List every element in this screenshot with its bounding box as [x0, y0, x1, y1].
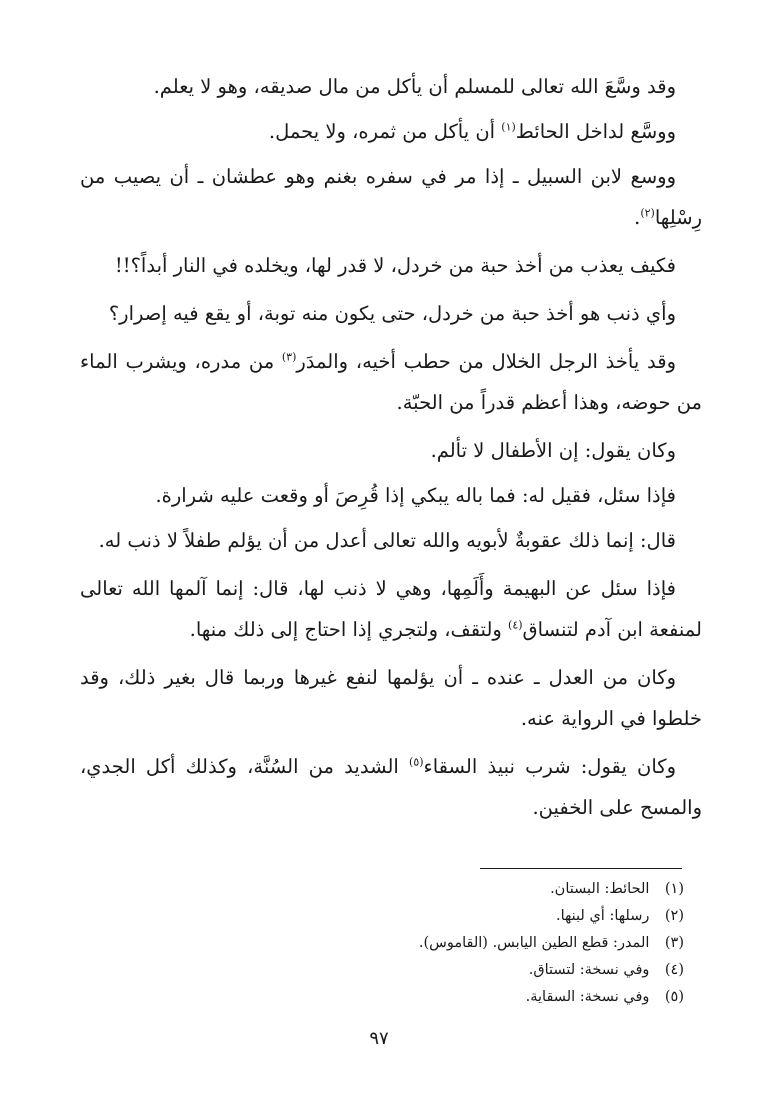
footnote-ref-2: (٢)	[640, 206, 655, 220]
paragraph-4: فكيف يعذب من أخذ حبة من خردل، لا قدر لها، ويخلده في النار أبداً؟!!	[114, 254, 676, 277]
footnote-ref-5: (٥)	[409, 755, 424, 769]
paragraph-1: وقد وسَّعَ الله تعالى للمسلم أن يأكل من مال صديقه، وهو لا يعلم.	[153, 75, 676, 98]
footnote-number: (٥)	[664, 989, 684, 1005]
paragraph-9: قال: إنما ذلك عقوبةٌ لأبويه والله تعالى أعدل من أن يؤلم طفلاً لا ذنب له.	[98, 529, 676, 552]
footnotes	[80, 876, 684, 1011]
footnote-number: (٤)	[664, 962, 684, 978]
paragraph-11: وكان من العدل ـ عنده ـ أن يؤلمها لنفع غيرها وربما قال بغير ذلك، وقد خلطوا في الرواية عنه.	[80, 666, 702, 730]
footnote-item: (٤) وفي نسخة: لتستاق.	[80, 957, 684, 984]
main-text	[80, 66, 702, 835]
paragraph-7: وكان يقول: إن الأطفال لا تألم.	[430, 439, 676, 462]
footnote-separator	[480, 868, 682, 869]
page-number: ٩٧	[369, 1028, 389, 1049]
footnote-ref-3: (٣)	[281, 350, 297, 364]
footnote-item: (٥) وفي نسخة: السقاية.	[80, 984, 684, 1011]
footnote-ref-4: (٤)	[508, 618, 523, 632]
paragraph-3: ووسع لابن السبيل ـ إذا مر في سفره بغنم وهو عطشان ـ أن يصيب من رِسْلِها$^{(٢)}$.	[80, 165, 702, 229]
paragraph-10: فإذا سئل عن البهيمة وأَلَمِها، وهي لا ذنب لها، قال: إنما آلمها الله تعالى لمنفعة ابن آدم لتنساق$^{(٤)}$ ولتقف، ولتجري إذا احتاج إلى ذلك منها.	[80, 577, 702, 641]
footnote-ref-1: (١)	[501, 120, 516, 134]
footnote-number: (١)	[664, 881, 684, 897]
footnote-item: (٢) رسلها: أي لبنها.	[80, 903, 684, 930]
paragraph-8: فإذا سئل، فقيل له: فما باله يبكي إذا قُرِصَ أو وقعت عليه شرارة.	[155, 484, 676, 507]
footnote-number: (٢)	[664, 908, 684, 924]
footnote-item: (٣) المدر: قطع الطين اليابس. (القاموس).	[80, 930, 684, 957]
paragraph-5: وأي ذنب هو أخذ حبة من خردل، حتى يكون منه توبة، أو يقع فيه إصرار؟	[108, 302, 676, 325]
footnote-number: (٣)	[664, 935, 684, 951]
paragraph-2: ووسَّع لداخل الحائط$^{(١)}$ أن يأكل من ثمره، ولا يحمل.	[268, 120, 676, 143]
footnote-item: (١) الحائط: البستان.	[80, 876, 684, 903]
paragraph-12: وكان يقول: شرب نبيذ السقاء$^{(٥)}$ الشديد من السُنَّة، وكذلك أكل الجدي، والمسح على الخفين.	[80, 755, 702, 819]
paragraph-6: وقد يأخذ الرجل الخلال من حطب أخيه، والمدَر$^{(٣)}$ من مدره، ويشرب الماء من حوضه، وهذا أعظم قدراً من الحبّة.	[80, 350, 702, 414]
